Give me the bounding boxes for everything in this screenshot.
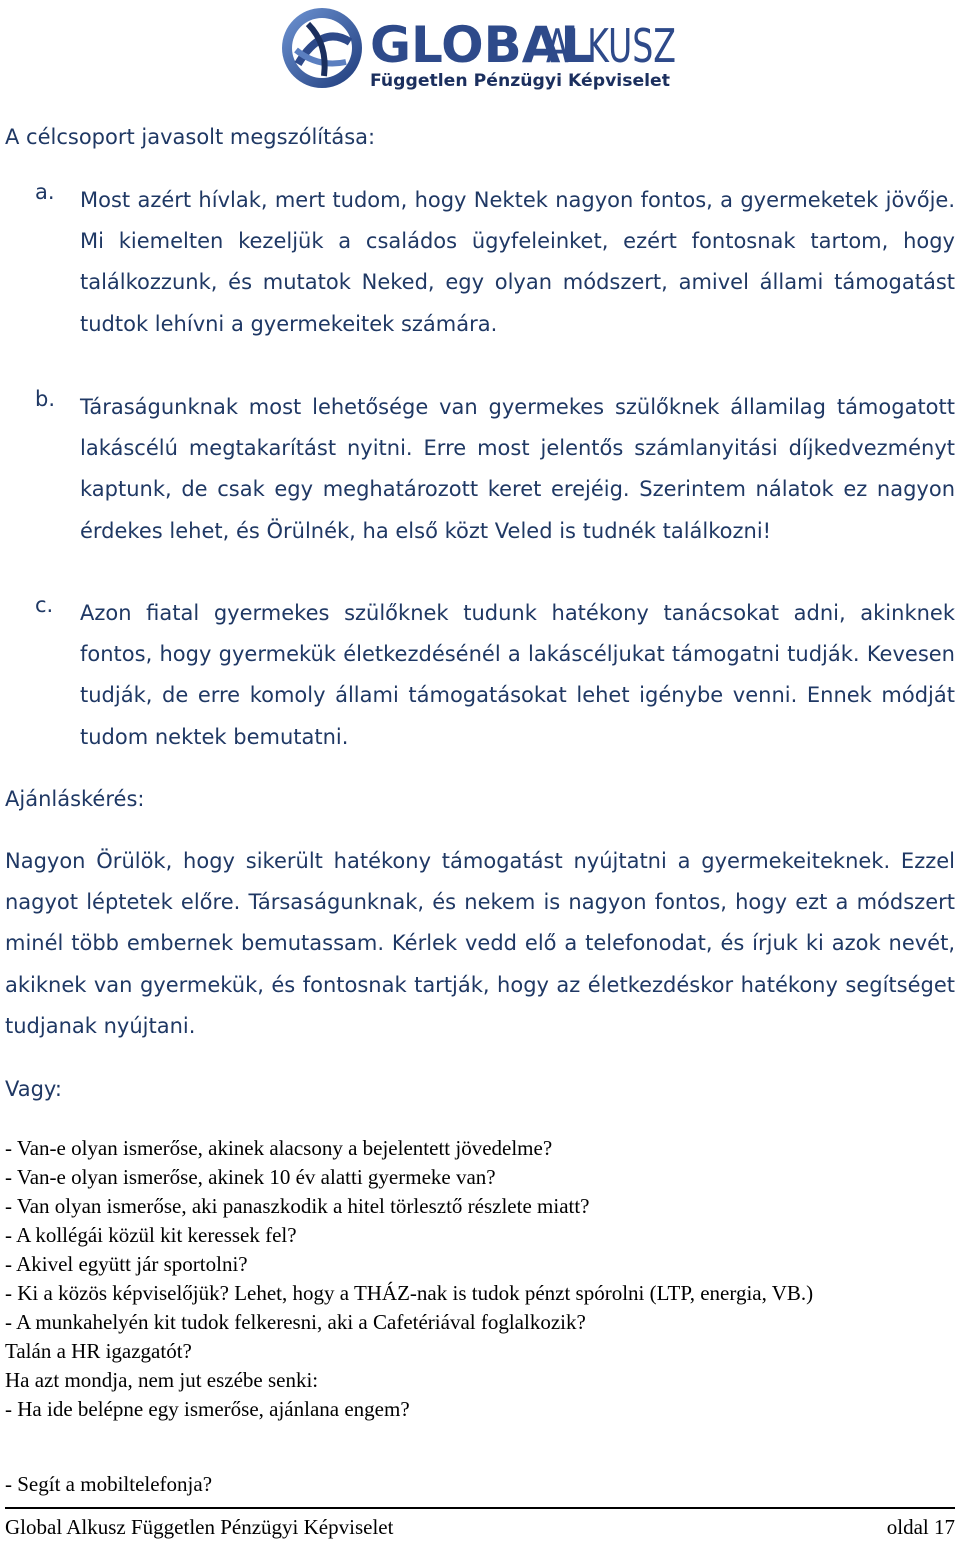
or-heading: Vagy: [5,1077,62,1101]
question-item: Ha azt mondja, nem jut eszébe senki: [5,1368,319,1392]
logo-tagline: Független Pénzügyi Képviselet [370,71,670,91]
list-letter: a. [35,180,55,204]
last-question: - Segít a mobiltelefonja? [5,1472,213,1496]
list-item-c [35,593,955,758]
target-group-heading: A célcsoport javasolt megszólítása: [5,125,376,149]
question-item: - A kollégái közül kit keressek fel? [5,1223,297,1247]
footer-page-number: oldal 17 [886,1515,955,1539]
question-item: - Van-e olyan ismerőse, akinek 10 év alatti gyermeke van? [5,1165,496,1189]
question-item: - Van olyan ismerőse, aki panaszkodik a hitel törlesztő részlete miatt? [5,1194,590,1218]
question-item: - Van-e olyan ismerőse, akinek alacsony a bejelentett jövedelme? [5,1136,553,1160]
question-list [5,1134,955,1424]
footer-company: Global Alkusz Független Pénzügyi Képviselet [5,1515,394,1539]
list-item-b [35,387,955,552]
globe-icon [282,8,362,88]
question-item: - Ha ide belépne egy ismerőse, ajánlana engem? [5,1397,410,1421]
question-item: - A munkahelyén kit tudok felkeresni, aki a Cafetériával foglalkozik? [5,1310,586,1334]
list-item-text: Most azért hívlak, mert tudom, hogy Nektek nagyon fontos, a gyermeketek jövője. Mi kiemelten kezeljük a családos ügyfeleinket, ezért fontosnak tartom, hogy találkozzunk, és mutatok Neked, egy olyan módszert, amivel állami támogatást tudtok lehívni a gyermekeitek számára. [80,188,955,336]
list-item-text: Azon fiatal gyermekes szülőknek tudunk hatékony tanácsokat adni, akinknek fontos, hogy gyermekük életkezdésénél a lakáscéljukat támogatni tudják. Kevesen tudják, de erre komoly állami támogatásokat lehet igénybe venni. Ennek módját tudom nektek bemutatni. [80,601,955,749]
question-item: Talán a HR igazgatót? [5,1339,192,1363]
logo-brand-bold: GLOBAL [370,16,593,74]
list-item-text: Táraságunknak most lehetősége van gyermekes szülőknek államilag támogatott lakáscélú megtakarítást nyitni. Erre most jelentős számlanyitási díjkedvezményt kaptunk, de csak egy meghatározott keret erejéig. Szerintem nálatok ez nagyon érdekes lehet, és Örülnék, ha első közt Veled is tudnék találkozni! [80,395,955,543]
question-item: - Ki a közös képviselőjük? Lehet, hogy a THÁZ-nak is tudok pénzt spórolni (LTP, energia, VB.) [5,1281,814,1305]
referral-heading: Ajánláskérés: [5,787,145,811]
referral-paragraph: Nagyon Örülök, hogy sikerült hatékony támogatást nyújtatni a gyermekeiteknek. Ezzel nagyot léptetek előre. Társaságunknak, és nekem is nagyon fontos, hogy ezt a módszert minél több embernek bemutassam. Kérlek vedd elő a telefonodat, és írjuk ki azok nevét, akiknek van gyermekük, és fontosnak tartják, hogy az életkezdéskor hatékony segítséget tudjanak nyújtani. [5,849,955,1038]
list-letter: b. [35,387,56,411]
global-alkusz-logo [278,4,678,96]
logo-brand-light: ALKUSZ [546,19,676,73]
list-letter: c. [35,593,54,617]
list-item-a [35,180,955,345]
question-item: - Akivel együtt jár sportolni? [5,1252,248,1276]
footer-divider [5,1507,955,1509]
